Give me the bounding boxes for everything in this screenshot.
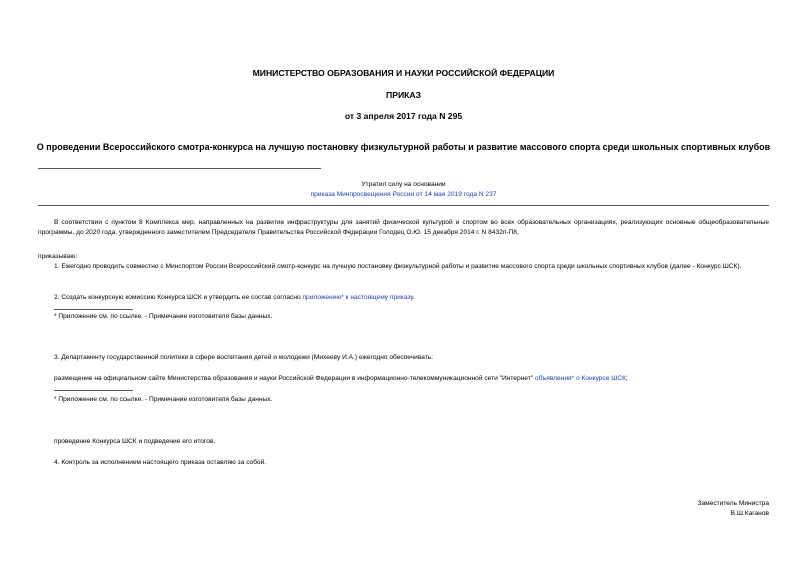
item-2-paragraph [54,293,769,303]
item-1-paragraph: 1. Ежегодно проводить совместно с Минспортом России Всероссийский смотр-конкурс на лучшую постановку физкультурной работы и развитие массового спорта среди школьных спортивных клубов (далее - Конкурс ШСК). [54,263,742,270]
item-3a-end: ; [625,375,628,382]
footnote-divider [54,309,133,310]
preamble-paragraph: В соответствии с пунктом 8 Комплекса мер, направленных на развитие инфраструктуры для занятий физической культурой и спортом во всех образовательных организациях, реализующих основные общеобразовательные программы, до 2020 года, утвержденного заместителем Председателя Правительства Российской Федерации Голодец О.Ю. 15 декабря 2014 г. N 8432п-П8, [38,219,769,236]
divider [38,168,321,169]
divider [38,205,769,206]
ministry-heading: МИНИСТЕРСТВО ОБРАЗОВАНИЯ И НАУКИ РОССИЙСКОЙ ФЕДЕРАЦИИ [252,68,555,78]
footnote-2: * Приложение см. по ссылке. - Примечание изготовителя базы данных. [54,396,273,403]
item-2-text: 2. Создать конкурсную комиссию Конкурса ШСК и утвердить ее состав согласно [54,294,303,301]
item-3-paragraph: 3. Департаменту государственной политики в сфере воспитания детей и молодежи (Михееву И.А.) ежегодно обеспечивать: [54,354,434,361]
appendix-link[interactable]: приложению* к настоящему приказу [302,294,414,301]
item-3a-paragraph [54,374,769,384]
item-3a-text: размещение на официальном сайте Министерства образования и науки Российской Федерации в информационно-телекоммуникационной сети "Интернет" [54,375,535,382]
status-text: Утратил силу на основании [361,181,446,188]
footnote-1: * Приложение см. по ссылке. - Примечание изготовителя базы данных. [54,313,273,320]
footnote-divider [54,390,133,391]
repeal-order-link[interactable]: приказа Минпросвещения России от 14 мая 2019 года N 237 [310,191,497,198]
item-3b-paragraph: проведение Конкурса ШСК и подведение его итогов. [54,438,216,445]
doc-type-heading: ПРИКАЗ [386,90,421,100]
item-4-paragraph: 4. Контроль за исполнением настоящего приказа оставляю за собой. [54,459,267,466]
order-word: приказываю: [38,253,78,260]
item-2-end: . [413,294,415,301]
signature-position: Заместитель Министра [697,500,769,507]
page-title: О проведении Всероссийского смотра-конкурса на лучшую постановку физкультурной работы и развитие массового спорта среди школьных спортивных клубов [36,142,771,152]
signature-name: В.Ш.Каганов [730,510,769,517]
announcement-link[interactable]: объявления* о Конкурсе ШСК [534,375,626,382]
date-number: от 3 апреля 2017 года N 295 [344,111,463,121]
status-link-wrap [0,191,807,198]
